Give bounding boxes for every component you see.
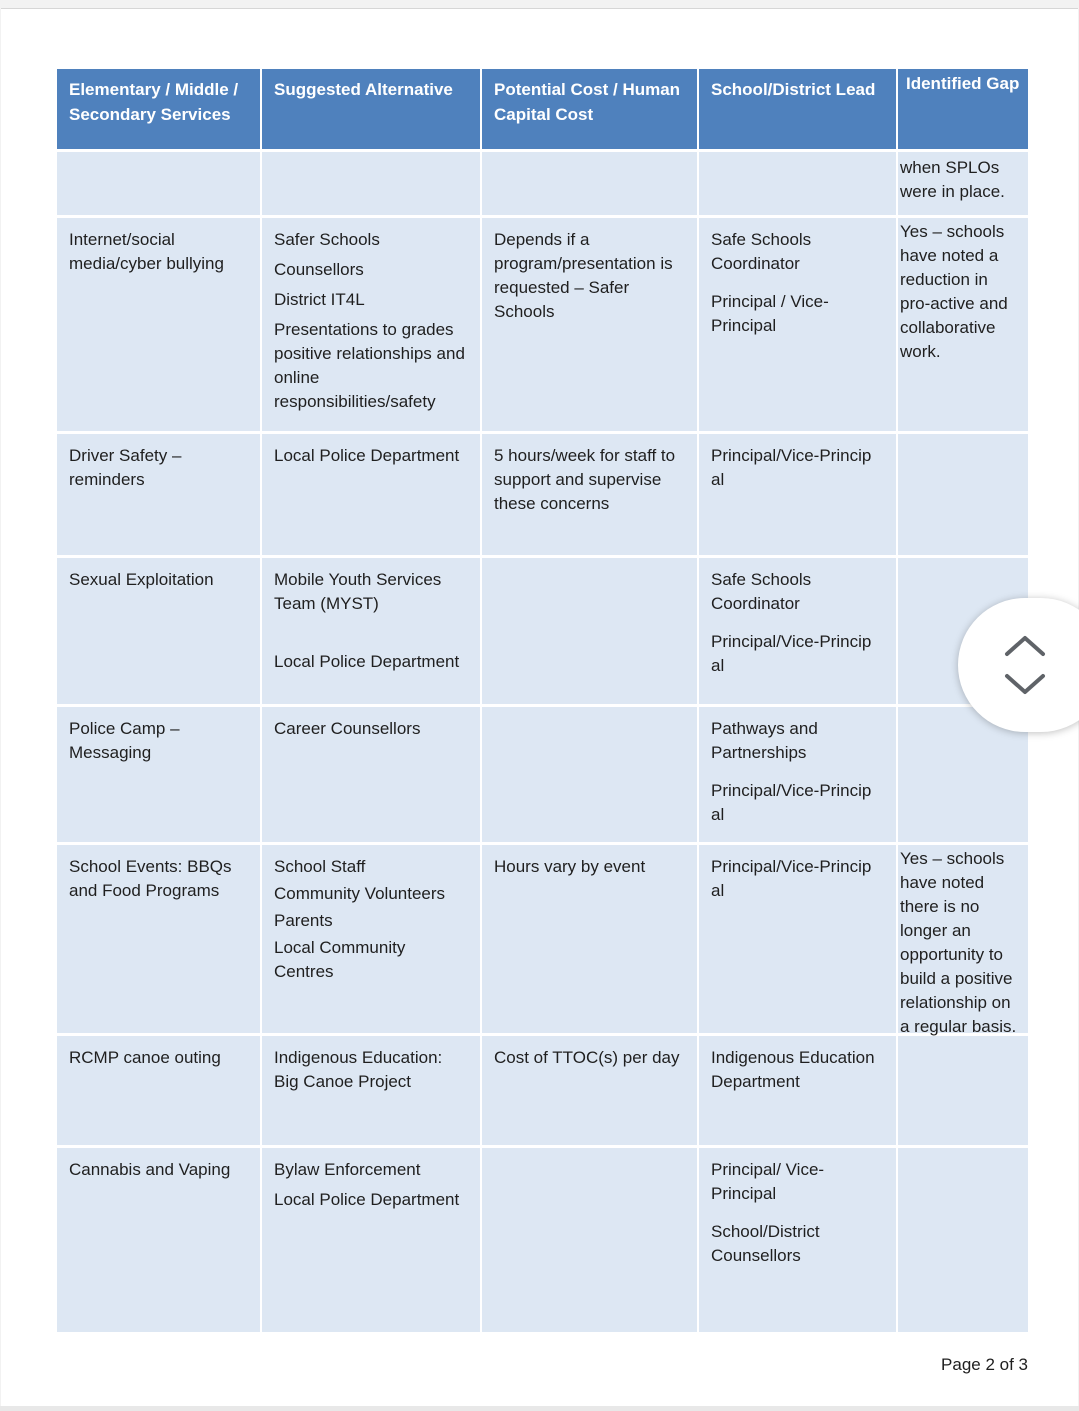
lead-item: Pathways and Partnerships [711, 719, 818, 762]
table-row [57, 845, 1028, 1036]
alternative-item: Presentations to grades positive relationships and online responsibilities/safety [274, 320, 465, 411]
lead-item: Principal/ Vice-Principal [711, 1160, 825, 1203]
lead-item: Indigenous Education Department [711, 1048, 875, 1091]
lead-item: Principal/Vice-Princip al [711, 446, 872, 489]
header-cost: Potential Cost / Human Capital Cost [482, 69, 699, 149]
services-table [57, 69, 1028, 1332]
cost-text: 5 hours/week for staff to support and supervise these concerns [494, 446, 676, 513]
lead-item: Principal/Vice-Princip al [711, 781, 872, 824]
alternative-item: School Staff [274, 857, 366, 876]
table-row [57, 1148, 1028, 1332]
lead-item: Safe Schools Coordinator [711, 570, 812, 613]
chevron-up-icon[interactable] [1007, 638, 1043, 654]
cost-text: Hours vary by event [494, 857, 646, 876]
table-row [57, 707, 1028, 845]
cost-text: Depends if a program/presentation is requested – Safer Schools [494, 230, 673, 321]
alternative-item: Counsellors [274, 260, 364, 279]
alternative-item: Parents [274, 911, 333, 930]
lead-item: Principal/Vice-Princip al [711, 857, 872, 900]
alternative-item: Local Police Department [274, 1190, 460, 1209]
page-nav-icons[interactable] [1003, 630, 1047, 700]
gap-text: when SPLOs were in place. [900, 158, 1005, 201]
table-row [57, 434, 1028, 558]
lead-item: Principal / Vice-Principal [711, 292, 829, 335]
header-gap: Identified Gap [898, 69, 1028, 149]
lead-item: School/District Counsellors [711, 1222, 820, 1265]
service-name: Police Camp – Messaging [69, 719, 180, 762]
table-row [57, 152, 1028, 218]
table-row [57, 558, 1028, 707]
gap-text: Yes – schools have noted a reduction in pro-active and collaborative work. [900, 222, 1008, 361]
header-alternative: Suggested Alternative [262, 69, 482, 149]
lead-item: Principal/Vice-Princip al [711, 632, 872, 675]
service-name: Sexual Exploitation [69, 570, 214, 589]
alternative-item: Mobile Youth Services Team (MYST) [274, 570, 442, 613]
alternative-item: Local Community Centres [274, 938, 406, 981]
lead-item: Safe Schools Coordinator [711, 230, 812, 273]
cost-text: Cost of TTOC(s) per day [494, 1048, 680, 1067]
service-name: Cannabis and Vaping [69, 1160, 231, 1179]
alternative-item: Local Police Department [274, 652, 460, 671]
service-name: Driver Safety – reminders [69, 446, 182, 489]
alternative-item: District IT4L [274, 290, 365, 309]
table-header-row [57, 69, 1028, 152]
chevron-down-icon[interactable] [1007, 676, 1043, 692]
document-page [1, 8, 1078, 1407]
alternative-item: Local Police Department [274, 446, 460, 465]
table-row [57, 218, 1028, 434]
service-name: School Events: BBQs and Food Programs [69, 857, 232, 900]
alternative-item: Safer Schools [274, 230, 380, 249]
gap-text: Yes – schools have noted there is no longer an opportunity to build a positive relationship on a regular basis. [900, 849, 1017, 1036]
service-name: RCMP canoe outing [69, 1048, 221, 1067]
bottom-edge [0, 1406, 1079, 1411]
alternative-item: Community Volunteers [274, 884, 446, 903]
alternative-item: Bylaw Enforcement [274, 1160, 421, 1179]
page-number: Page 2 of 3 [941, 1355, 1028, 1374]
service-name: Internet/social media/cyber bullying [69, 230, 224, 273]
header-services: Elementary / Middle / Secondary Services [57, 69, 262, 149]
alternative-item: Indigenous Education: Big Canoe Project [274, 1048, 443, 1091]
alternative-item: Career Counsellors [274, 719, 421, 738]
table-row [57, 1036, 1028, 1148]
header-lead: School/District Lead [699, 69, 898, 149]
